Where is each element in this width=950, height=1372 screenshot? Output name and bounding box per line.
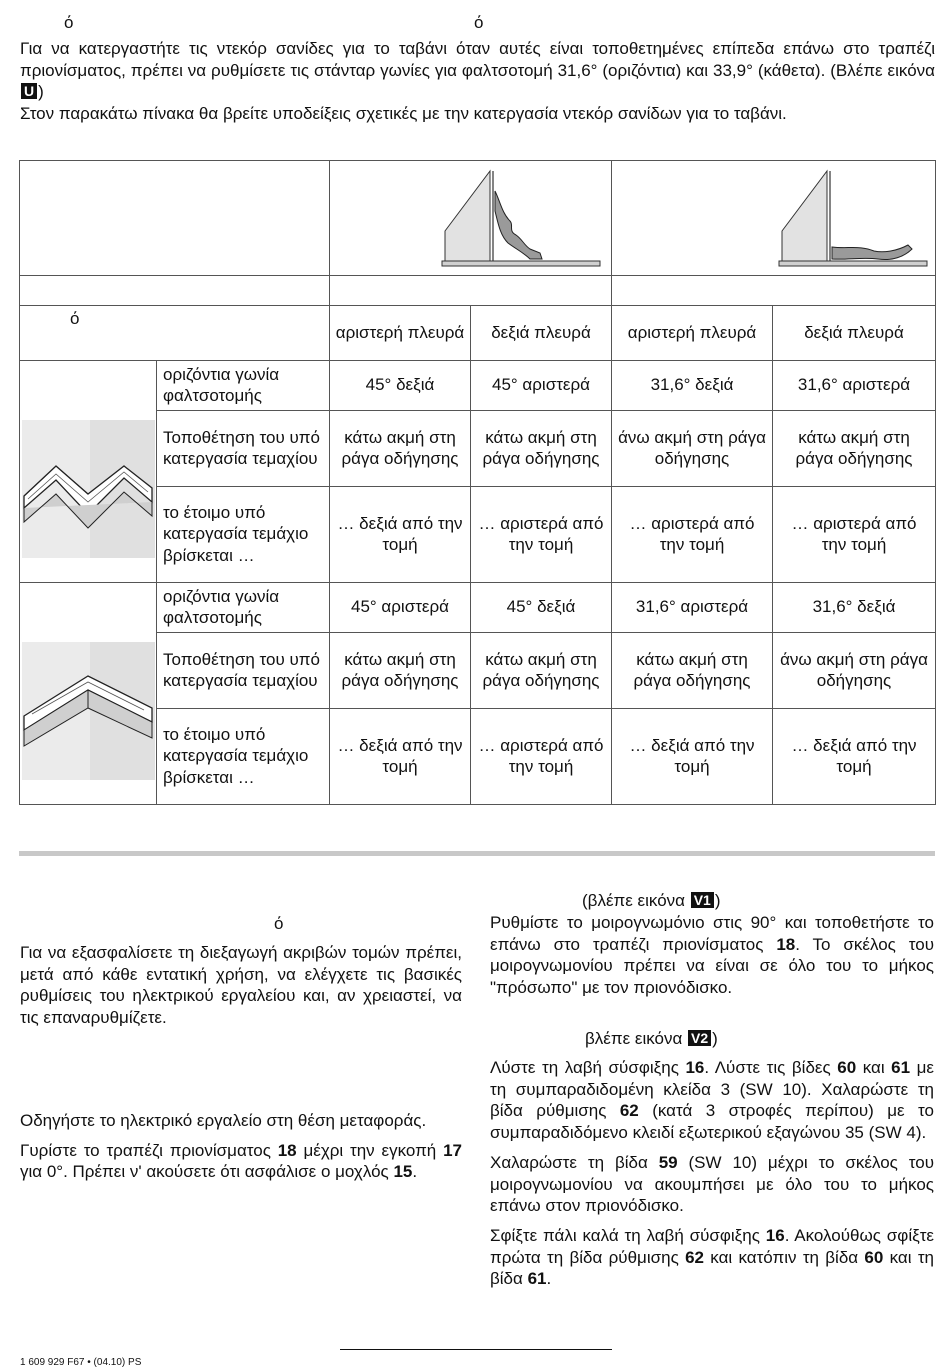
document-code: 1 609 929 F67 • (04.10) PS	[20, 1357, 142, 1368]
table-header-mark: ό	[20, 305, 330, 360]
right-paragraph-1-block	[490, 912, 934, 1007]
saw-molding-upright-illustration	[330, 161, 612, 276]
row-label: οριζόντια γωνία φαλτσοτομής	[157, 582, 330, 632]
table-cell: … αριστερά από την τομή	[471, 486, 612, 582]
table-cell: κάτω ακμή στη ράγα οδήγησης	[471, 632, 612, 708]
intro-paragraph-1: Για να κατεργαστήτε τις ντεκόρ σανίδες για το ταβάνι όταν αυτές είναι τοποθετημένες επίπεδα επάνω στο τραπέζι πριονίσματος, πρέπει να ρυθμίσετε τις στάνταρ γωνίες για φαλτσοτομή 31,6° (οριζόντια) και 33,9° (κάθετα). (Βλέπε εικόνα U )	[20, 39, 935, 102]
col-header-1: αριστερή πλευρά	[330, 305, 471, 360]
molding-flat-icon	[612, 161, 936, 269]
ceiling-molding-table	[19, 160, 936, 805]
left-heading-mark: ό	[274, 914, 284, 933]
table-cell: κάτω ακμή στη ράγα οδήγησης	[612, 632, 773, 708]
table-cell: 45° δεξιά	[471, 582, 612, 632]
table-spacer-mid	[330, 275, 612, 305]
left-paragraph-3: Γυρίστε το τραπέζι πριονίσματος 18 μέχρι την εγκοπή 17 για 0°. Πρέπει ν' ακούσετε ότι ασφάλισε ο μοχλός 15.	[20, 1140, 462, 1182]
figure-badge-v2: V2	[688, 1030, 711, 1046]
inside-corner-icon	[20, 590, 157, 790]
table-cell: κάτω ακμή στη ράγα οδήγησης	[471, 410, 612, 486]
table-cell: … αριστερά από την τομή	[773, 486, 936, 582]
molding-upright-icon	[330, 161, 612, 269]
left-column	[20, 942, 462, 1037]
row-label: οριζόντια γωνία φαλτσοτομής	[157, 360, 330, 410]
table-cell: 45° δεξιά	[330, 360, 471, 410]
left-paragraph-2: Οδηγήστε το ηλεκτρικό εργαλείο στη θέση μεταφοράς.	[20, 1111, 427, 1130]
outside-corner-icon	[20, 368, 157, 568]
table-spacer-left	[20, 275, 330, 305]
table-cell: 31,6° αριστερά	[612, 582, 773, 632]
right-paragraph-3: Χαλαρώστε τη βίδα 59 (SW 10) μέχρι το σκέλος του μοιρογνωμονίου να ακουμπήσει με όλο του το μήκος επάνω στον πριονόδισκο.	[490, 1152, 934, 1216]
table-cell: κάτω ακμή στη ράγα οδήγησης	[330, 410, 471, 486]
table-cell: 45° αριστερά	[330, 582, 471, 632]
outside-corner-illustration	[20, 360, 157, 582]
table-cell: … αριστερά από την τομή	[471, 708, 612, 804]
col-header-3: αριστερή πλευρά	[612, 305, 773, 360]
table-cell: κάτω ακμή στη ράγα οδήγησης	[773, 410, 936, 486]
figure-badge-v1: V1	[691, 892, 714, 908]
heading-mark-right: ό	[474, 13, 484, 32]
right-column-steps	[490, 1057, 934, 1298]
section-divider	[19, 851, 935, 856]
table-cell: 31,6° δεξιά	[773, 582, 936, 632]
table-cell: 45° αριστερά	[471, 360, 612, 410]
left-paragraph-1: Για να εξασφαλίσετε τη διεξαγωγή ακριβών τομών πρέπει, μετά από κάθε εντατική χρήση, να ελέγχετε τις βασικές ρυθμίσεις του ηλεκτρικού εργαλείου και, αν χρειαστεί, να τις επαναρυθμίζετε.	[20, 943, 462, 1028]
table-cell: … αριστερά από την τομή	[612, 486, 773, 582]
saw-molding-flat-illustration	[612, 161, 936, 276]
right-paragraph-1: Ρυθμίστε το μοιρογνωμόνιο στις 90° και τοποθετήστε το επάνω στο τραπέζι πριονίσματος 18. Το σκέλος του μοιρογνωμονίου πρέπει να είναι σε όλο του το μήκος "πρόσωπο" με τον πριονόδισκο.	[490, 913, 934, 998]
table-cell: … δεξιά από την τομή	[773, 708, 936, 804]
figure-reference-v2: βλέπε εικόνα V2 )	[585, 1029, 718, 1048]
table-cell: … δεξιά από την τομή	[330, 708, 471, 804]
figure-reference-v1: (βλέπε εικόνα V1 )	[582, 891, 721, 910]
heading-mark-left: ό	[64, 13, 74, 32]
intro-paragraph-2: Στον παρακάτω πίνακα θα βρείτε υποδείξεις σχετικές με την κατεργασία ντεκόρ σανίδων για το ταβάνι.	[20, 104, 787, 124]
footer-rule	[340, 1349, 612, 1350]
inside-corner-illustration	[20, 582, 157, 804]
right-paragraph-2: Λύστε τη λαβή σύσφιξης 16. Λύστε τις βίδες 60 και 61 με τη συμπαραδιδομένη κλείδα 3 (SW 10). Χαλαρώστε τη βίδα ρύθμισης 62 (κατά 3 στροφές περίπου) με το συμπαραδιδόμενο κλειδί εξωτερικού εξαγώνου 35 (SW 4).	[490, 1058, 934, 1143]
intro-text	[20, 38, 935, 125]
table-cell: κάτω ακμή στη ράγα οδήγησης	[330, 632, 471, 708]
table-cell: 31,6° δεξιά	[612, 360, 773, 410]
left-column-2	[20, 1110, 462, 1191]
row-label: το έτοιμο υπό κατεργασία τεμάχιο βρίσκεται …	[157, 486, 330, 582]
table-cell: … δεξιά από την τομή	[330, 486, 471, 582]
table-cell: άνω ακμή στη ράγα οδήγησης	[773, 632, 936, 708]
table-corner-empty	[20, 161, 330, 276]
table-cell: άνω ακμή στη ράγα οδήγησης	[612, 410, 773, 486]
figure-badge-u: U	[21, 83, 37, 99]
table-cell: 31,6° αριστερά	[773, 360, 936, 410]
table-cell: … δεξιά από την τομή	[612, 708, 773, 804]
right-paragraph-4: Σφίξτε πάλι καλά τη λαβή σύσφιξης 16. Ακολούθως σφίξτε πρώτα τη βίδα ρύθμισης 62 και κατόπιν τη βίδα 60 και τη βίδα 61.	[490, 1225, 934, 1289]
row-label: Τοποθέτηση του υπό κατεργασία τεμαχίου	[157, 410, 330, 486]
col-header-2: δεξιά πλευρά	[471, 305, 612, 360]
row-label: το έτοιμο υπό κατεργασία τεμάχιο βρίσκεται …	[157, 708, 330, 804]
row-label: Τοποθέτηση του υπό κατεργασία τεμαχίου	[157, 632, 330, 708]
col-header-4: δεξιά πλευρά	[773, 305, 936, 360]
table-spacer-right	[612, 275, 936, 305]
